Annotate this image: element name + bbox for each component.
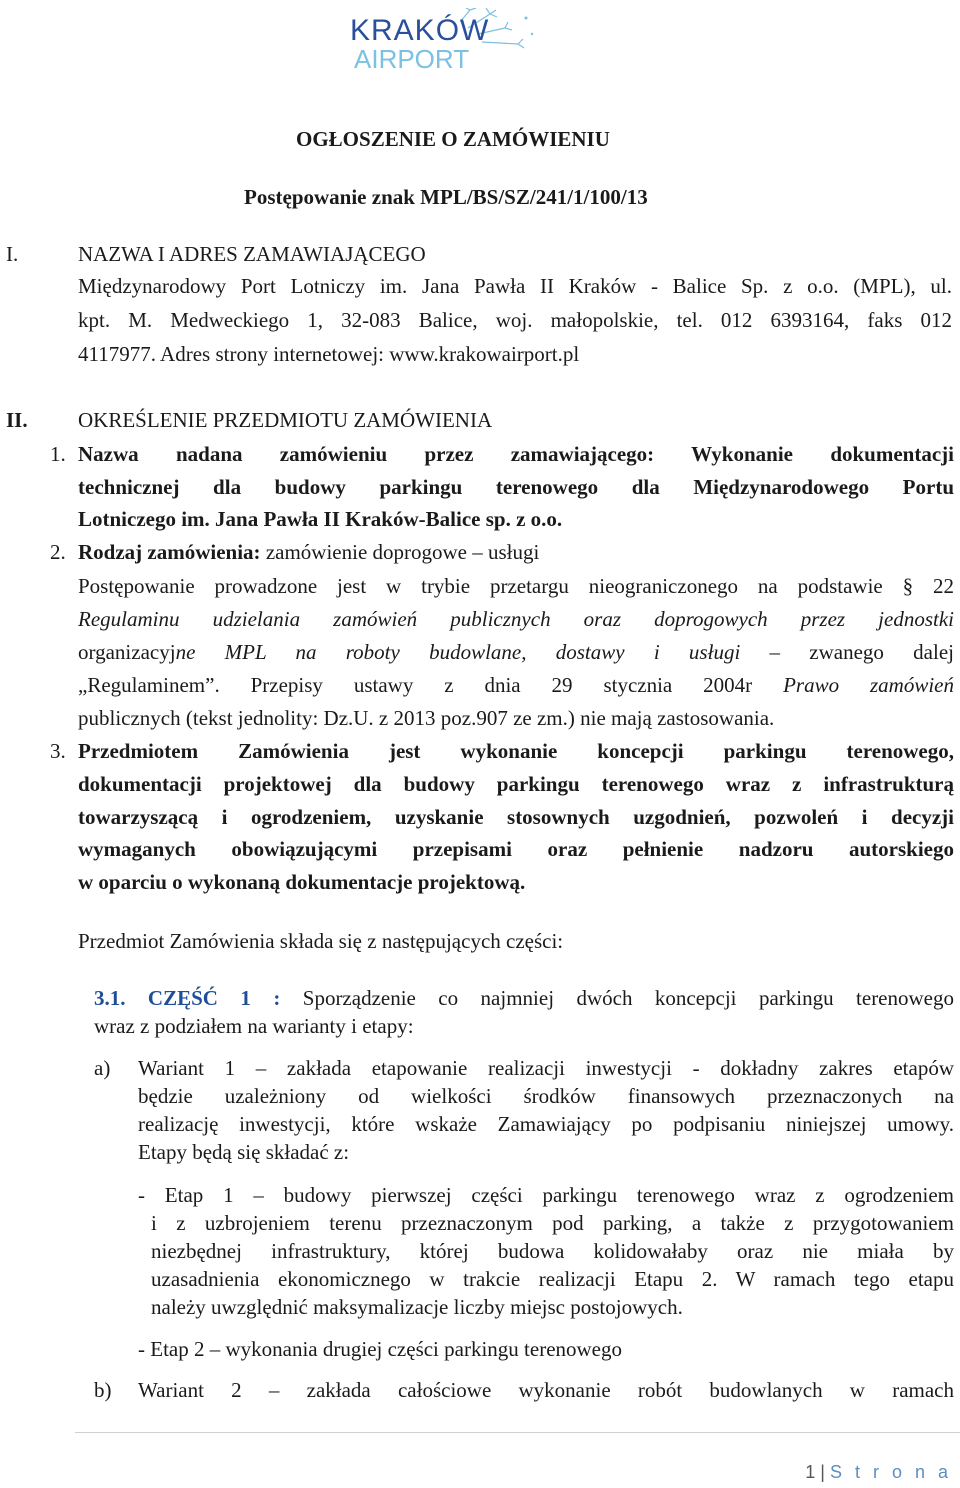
item-2-l5-b: Prawo zamówień [783, 673, 954, 697]
section-1-line-1: Międzynarodowy Port Lotniczy im. Jana Pawła II Kraków - Balice Sp. z o.o. (MPL), ul. [78, 274, 952, 298]
item-2-line-3: Regulaminu udzielania zamówień publicznych oraz doprogowych przez jednostki [78, 607, 954, 631]
item-2-line-6: publicznych (tekst jednolity: Dz.U. z 2013 poz.907 ze zm.) nie mają zastosowania. [78, 706, 775, 730]
item-3-number: 3. [50, 739, 66, 763]
etap-1-line-1: - Etap 1 – budowy pierwszej części parkingu terenowego wraz z ogrodzeniem [138, 1183, 954, 1207]
item-3-line-2: dokumentacji projektowej dla budowy parkingu terenowego wraz z infrastrukturą [78, 772, 954, 796]
item-2-type: zamówienie doprogowe – usługi [260, 540, 540, 564]
variant-a-marker: a) [94, 1056, 111, 1080]
section-1-line-3: 4117977. Adres strony internetowej: www.krakowairport.pl [78, 342, 580, 366]
variant-a-line-2: będzie uzależniony od wielkości środków finansowych przeznaczonych na [138, 1084, 954, 1108]
document-title: OGŁOSZENIE O ZAMÓWIENIU [296, 127, 610, 151]
section-1-heading: NAZWA I ADRES ZAMAWIAJĄCEGO [78, 242, 426, 266]
section-1-line-2: kpt. M. Medweckiego 1, 32-083 Balice, woj. małopolskie, tel. 012 6393164, faks 012 [78, 308, 952, 332]
parts-intro: Przedmiot Zamówienia składa się z następujących części: [78, 929, 564, 953]
item-2-l4-c: – zwanego dalej [740, 640, 954, 664]
item-3-line-3: towarzyszącą i ogrodzeniem, uzyskanie stosownych uzgodnień, pozwoleń i decyzji [78, 805, 954, 829]
etap-2-line: - Etap 2 – wykonania drugiej części parkingu terenowego [138, 1337, 622, 1361]
etap-1-line-5: należy uwzględnić maksymalizacje liczby miejsc postojowych. [151, 1295, 683, 1319]
item-2-line-2: Postępowanie prowadzone jest w trybie przetargu nieograniczonego na podstawie § 22 [78, 574, 954, 598]
item-1-line-2: technicznej dla budowy parkingu terenowego dla Międzynarodowego Portu [78, 475, 954, 499]
item-1-number: 1. [50, 442, 66, 466]
item-1-line-3: Lotniczego im. Jana Pawła II Kraków-Balice sp. z o.o. [78, 507, 563, 531]
etap-1-line-2: i z uzbrojeniem terenu przeznaczonym pod parking, a także z przygotowaniem [151, 1211, 954, 1235]
logo-text-krakow: KRAKÓW [350, 14, 490, 47]
section-1-number: I. [6, 242, 19, 266]
section-2-number: II. [6, 408, 28, 432]
item-2-label: Rodzaj zamówienia: [78, 540, 261, 564]
part-1-line-2: wraz z podziałem na warianty i etapy: [94, 1014, 414, 1038]
item-2-l5-a: „Regulaminem”. Przepisy ustawy z dnia 29 stycznia 2004r [78, 673, 784, 697]
etap-1-line-4: uzasadnienia ekonomicznego w trakcie realizacji Etapu 2. W ramach tego etapu [151, 1267, 954, 1291]
item-1-line-1: Nazwa nadana zamówieniu przez zamawiającego: Wykonanie dokumentacji [78, 442, 954, 466]
item-3-line-4: wymaganych obowiązującymi przepisami oraz pełnienie nadzoru autorskiego [78, 837, 954, 861]
etap-1-line-3: niezbędnej infrastruktury, której budowa kolidowałaby oraz nie miała by [151, 1239, 954, 1263]
reference-number: Postępowanie znak MPL/BS/SZ/241/1/100/13 [244, 185, 648, 209]
part-1-label: 3.1. CZĘŚĆ 1 : [94, 986, 281, 1010]
variant-a-line-3: realizację inwestycji, które wskaże Zamawiający po podpisaniu niniejszej umowy. [138, 1112, 954, 1136]
item-2-line-4 [78, 639, 954, 665]
item-2-l4-a: organizacyj [78, 640, 176, 664]
item-2-number: 2. [50, 540, 66, 564]
item-3-line-1: Przedmiotem Zamówienia jest wykonanie koncepcji parkingu terenowego, [78, 739, 954, 763]
page-number: 1 [805, 1462, 816, 1482]
footer-separator: | [815, 1462, 830, 1482]
logo-text-airport: AIRPORT [354, 44, 470, 74]
variant-b-line-1: Wariant 2 – zakłada całościowe wykonanie robót budowlanych w ramach [138, 1378, 954, 1402]
part-1-desc: Sporządzenie co najmniej dwóch koncepcji parkingu terenowego [280, 986, 954, 1010]
page-footer [805, 1462, 952, 1483]
section-2-heading: OKREŚLENIE PRZEDMIOTU ZAMÓWIENIA [78, 408, 493, 432]
variant-b-marker: b) [94, 1378, 112, 1402]
variant-a-line-1: Wariant 1 – zakłada etapowanie realizacji inwestycji - dokładny zakres etapów [138, 1056, 954, 1080]
part-1-line-1 [94, 985, 954, 1011]
item-2-line-1 [78, 539, 539, 565]
item-3-line-5: w oparciu o wykonaną dokumentacje projektową. [78, 870, 526, 894]
footer-divider [75, 1432, 960, 1433]
variant-a-line-4: Etapy będą się składać z: [138, 1140, 350, 1164]
item-2-line-5 [78, 672, 954, 698]
page-label: S t r o n a [829, 1462, 952, 1482]
item-2-l4-b: ne MPL na roboty budowlane, dostawy i usługi [175, 640, 741, 664]
krakow-airport-logo [340, 8, 540, 78]
